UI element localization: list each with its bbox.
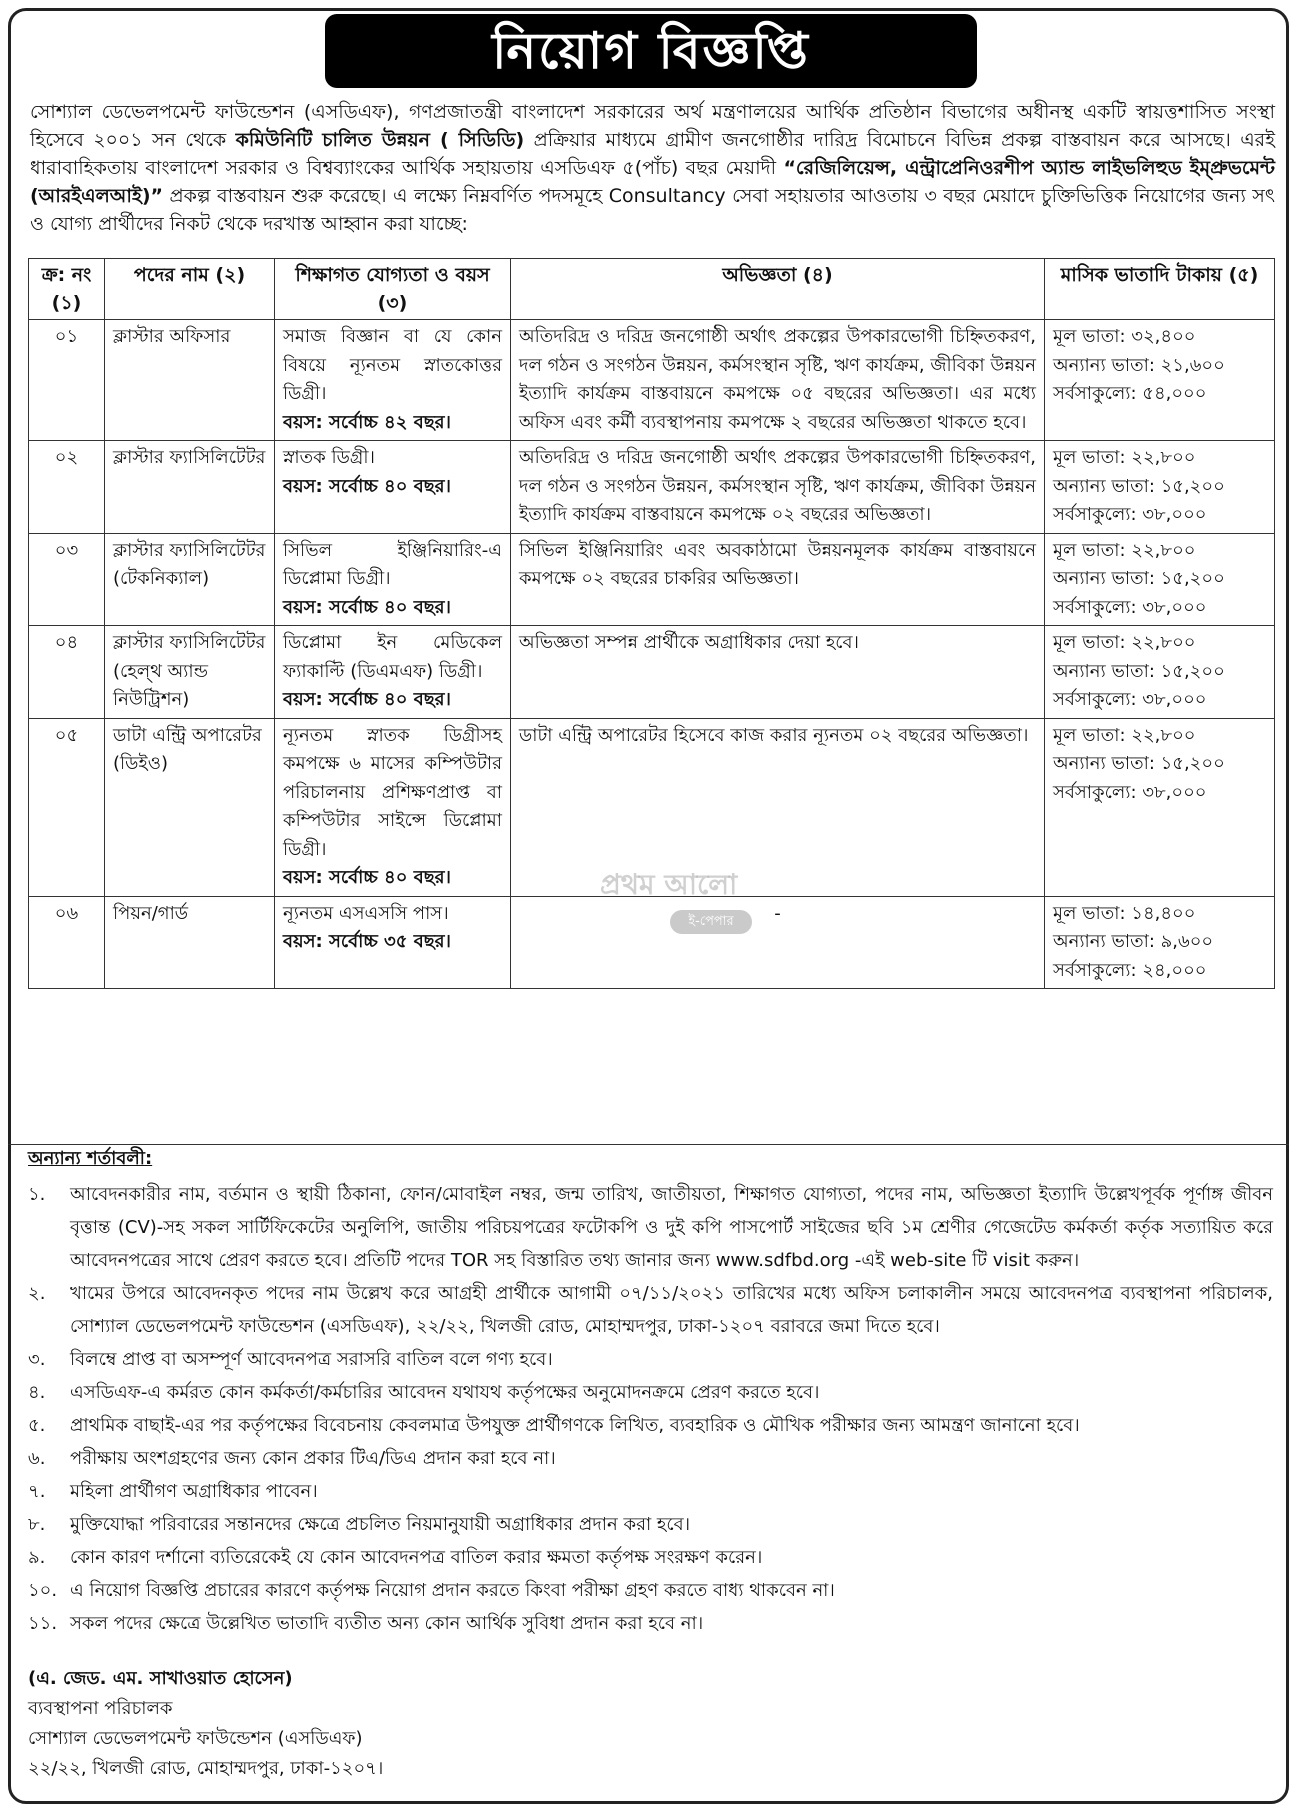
list-item [28, 1178, 1273, 1277]
terms-divider [8, 1144, 1289, 1145]
row-education [275, 320, 511, 441]
other-allowance: অন্যান্য ভাতা: ১৫,২০০ [1053, 475, 1225, 497]
age-limit: বয়স: সর্বোচ্চ ৪০ বছর। [283, 596, 451, 618]
education-text: ডিপ্লোমা ইন মেডিকেল ফ্যাকাল্টি (ডিএমএফ) ডিগ্রী। [283, 632, 502, 682]
term-number: ১০. [28, 1580, 58, 1601]
row-salary [1045, 626, 1275, 719]
table-row [29, 533, 1275, 626]
term-number: ৬. [28, 1448, 46, 1469]
age-limit: বয়স: সর্বোচ্চ ৪২ বছর। [283, 411, 451, 433]
total-salary: সর্বসাকুল্যে: ২৪,০০০ [1053, 959, 1207, 981]
notice-title: নিয়োগ বিজ্ঞপ্তি [325, 14, 977, 88]
other-allowance: অন্যান্য ভাতা: ১৫,২০০ [1053, 660, 1225, 682]
row-post-name: ক্লাস্টার অফিসার [105, 320, 275, 441]
row-serial: ০৫ [29, 718, 105, 896]
row-salary [1045, 320, 1275, 441]
row-serial: ০১ [29, 320, 105, 441]
basic-salary: মূল ভাতা: ৩২,৪০০ [1053, 326, 1196, 347]
other-allowance: অন্যান্য ভাতা: ১৫,২০০ [1053, 568, 1225, 589]
intro-text-3: প্রকল্প বাস্তবায়ন শুরু করেছে। এ লক্ষ্যে নিম্নবর্ণিত পদসমূহে Consultancy সেবা সহায়তার আওতায় ৩ বছর মেয়াদে চুক্তিভিত্তিক নিয়োগের জন্য সৎ ও যোগ্য প্রার্থীদের নিকট থেকে দরখাস্ত আহ্বান করা যাচ্ছে: [30, 185, 1276, 235]
term-number: ৭. [28, 1481, 46, 1502]
list-item [28, 1475, 1273, 1508]
term-text: কোন কারণ দর্শানো ব্যতিরেকেই যে কোন আবেদনপত্র বাতিল করার ক্ষমতা কর্তৃপক্ষ সংরক্ষণ করেন। [70, 1547, 763, 1568]
total-salary: সর্বসাকুল্যে: ৫৪,০০০ [1053, 383, 1207, 404]
row-experience: অতিদরিদ্র ও দরিদ্র জনগোষ্ঠী অর্থাৎ প্রকল্পের উপকারভোগী চিহ্নিতকরণ, দল গঠন ও সংগঠন উন্নয়ন, কর্মসংস্থান সৃষ্টি, ঋণ কার্যক্রম, জীবিকা উন্নয়ন ইত্যাদি কার্যক্রম বাস্তবায়নে কমপক্ষে ০৫ বছরের অভিজ্ঞতা। এর মধ্যে অফিস এবং কর্মী ব্যবস্থাপনায় কমপক্ষে ২ বছরের অভিজ্ঞতা থাকতে হবে। [511, 320, 1045, 441]
signatory-designation: ব্যবস্থাপনা পরিচালক [28, 1698, 173, 1719]
table-row [29, 896, 1275, 989]
header-salary: মাসিক ভাতাদি টাকায় (৫) [1045, 259, 1275, 320]
row-post-name: ক্লাস্টার ফ্যাসিলিটেটর [105, 441, 275, 534]
intro-text-1: সোশ্যাল ডেভেলপমেন্ট ফাউন্ডেশন (এসডিএফ), গণপ্রজাতন্ত্রী বাংলাদেশ সরকারের অর্থ মন্ত্রণালয়ের আর্থিক প্রতিষ্ঠান বিভাগের অধীনস্থ একটি স্বায়ত্তশাসিত সংস্থা হিসেবে ২০০১ সন থেকে [30, 101, 1275, 151]
total-salary: সর্বসাকুল্যে: ৩৮,০০০ [1053, 689, 1207, 710]
education-text: ন্যূনতম এসএসসি পাস। [283, 902, 449, 924]
term-text: আবেদনকারীর নাম, বর্তমান ও স্থায়ী ঠিকানা, ফোন/মোবাইল নম্বর, জন্ম তারিখ, জাতীয়তা, শিক্ষাগত যোগ্যতা, পদের নাম, অভিজ্ঞতা ইত্যাদি উল্লেখপূর্বক পূর্ণাঙ্গ জীবন বৃত্তান্ত (CV)-সহ সকল সার্টিফিকেটের অনুলিপি, জাতীয় পরিচয়পত্রের ফটোকপি ও দুই কপি পাসপোর্ট সাইজের ছবি ১ম শ্রেণীর গেজেটেড কর্মকর্তা কর্তৃক সত্যায়িত করে আবেদনপত্রের সাথে প্রেরণ করতে হবে। প্রতিটি পদের TOR সহ বিস্তারিত তথ্য জানার জন্য www.sdfbd.org -এই web-site টি visit করুন। [70, 1184, 1273, 1271]
terms-list [28, 1178, 1273, 1640]
term-number: ৮. [28, 1514, 46, 1535]
row-serial: ০৬ [29, 896, 105, 989]
term-text: প্রাথমিক বাছাই-এর পর কর্তৃপক্ষের বিবেচনায় কেবলমাত্র উপযুক্ত প্রার্থীগণকে লিখিত, ব্যবহারিক ও মৌখিক পরীক্ষার জন্য আমন্ত্রণ জানানো হবে। [70, 1415, 1080, 1436]
row-post-name: ক্লাস্টার ফ্যাসিলিটেটর (টেকনিক্যাল) [105, 533, 275, 626]
total-salary: সর্বসাকুল্যে: ৩৮,০০০ [1053, 504, 1207, 525]
other-allowance: অন্যান্য ভাতা: ১৫,২০০ [1053, 753, 1225, 774]
education-text: ন্যূনতম স্নাতক ডিগ্রীসহ কমপক্ষে ৬ মাসের কম্পিউটার পরিচালনায় প্রশিক্ষণপ্রাপ্ত বা কম্পিউটার সাইন্সে ডিপ্লোমা ডিগ্রী। [283, 724, 502, 860]
term-text: মহিলা প্রার্থীগণ অগ্রাধিকার পাবেন। [70, 1481, 318, 1502]
other-allowance: অন্যান্য ভাতা: ৯,৬০০ [1053, 931, 1214, 952]
term-number: ৪. [28, 1382, 46, 1403]
term-text: সকল পদের ক্ষেত্রে উল্লেখিত ভাতাদি ব্যতীত অন্য কোন আর্থিক সুবিধা প্রদান করা হবে না। [70, 1613, 704, 1634]
other-allowance: অন্যান্য ভাতা: ২১,৬০০ [1053, 354, 1225, 376]
row-salary [1045, 441, 1275, 534]
row-education [275, 441, 511, 534]
row-experience: সিভিল ইঞ্জিনিয়ারিং এবং অবকাঠামো উন্নয়নমূলক কার্যক্রম বাস্তবায়নে কমপক্ষে ০২ বছরের চাকরির অভিজ্ঞতা। [511, 533, 1045, 626]
signatory-organization: সোশ্যাল ডেভেলপমেন্ট ফাউন্ডেশন (এসডিএফ) [28, 1728, 363, 1749]
table-header-row [29, 259, 1275, 320]
signatory-name: (এ. জেড. এম. সাখাওয়াত হোসেন) [28, 1668, 293, 1689]
row-post-name: ক্লাস্টার ফ্যাসিলিটেটর (হেল্থ অ্যান্ড নিউট্রিশন) [105, 626, 275, 719]
term-number: ৩. [28, 1349, 46, 1370]
basic-salary: মূল ভাতা: ২২,৮০০ [1053, 539, 1196, 561]
table-row [29, 441, 1275, 534]
signatory-address: ২২/২২, খিলজী রোড, মোহাম্মদপুর, ঢাকা-১২০৭। [28, 1758, 384, 1779]
row-experience: ডাটা এন্ট্রি অপারেটর হিসেবে কাজ করার ন্যূনতম ০২ বছরের অভিজ্ঞতা। [511, 718, 1045, 896]
row-serial: ০৪ [29, 626, 105, 719]
intro-highlight-cdd: কমিউনিটি চালিত উন্নয়ন ( সিডিডি) [235, 129, 525, 151]
table-row [29, 626, 1275, 719]
term-number: ৯. [28, 1547, 46, 1568]
row-serial: ০২ [29, 441, 105, 534]
term-text: পরীক্ষায় অংশগ্রহণের জন্য কোন প্রকার টিএ/ডিএ প্রদান করা হবে না। [70, 1448, 556, 1469]
education-text: সিভিল ইঞ্জিনিয়ারিং-এ ডিপ্লোমা ডিগ্রী। [283, 539, 502, 589]
total-salary: সর্বসাকুল্যে: ৩৮,০০০ [1053, 781, 1207, 803]
education-text: স্নাতক ডিগ্রী। [283, 447, 375, 468]
table-row [29, 320, 1275, 441]
list-item [28, 1541, 1273, 1574]
newspaper-watermark: প্রথম আলো [600, 868, 738, 901]
term-number: ১১. [28, 1613, 58, 1634]
row-post-name: ডাটা এন্ট্রি অপারেটর (ডিইও) [105, 718, 275, 896]
intro-highlight-project: “রেজিলিয়েন্স, এন্ট্রাপ্রেনিওরশীপ অ্যান্ড লাইভলিহুড ইম্প্রুভমেন্ট (আরইএলআই)” [30, 157, 1275, 207]
term-text: মুক্তিযোদ্ধা পরিবারের সন্তানদের ক্ষেত্রে প্রচলিত নিয়মানুযায়ী অগ্রাধিকার প্রদান করা হবে। [70, 1514, 691, 1535]
age-limit: বয়স: সর্বোচ্চ ৪০ বছর। [283, 475, 451, 497]
row-salary [1045, 718, 1275, 896]
list-item [28, 1376, 1273, 1409]
row-salary [1045, 533, 1275, 626]
list-item [28, 1277, 1273, 1343]
age-limit: বয়স: সর্বোচ্চ ৪০ বছর। [283, 867, 451, 888]
list-item [28, 1607, 1273, 1640]
term-number: ২. [28, 1283, 46, 1304]
list-item [28, 1442, 1273, 1475]
age-limit: বয়স: সর্বোচ্চ ৪০ বছর। [283, 689, 451, 710]
row-education [275, 718, 511, 896]
row-experience: অভিজ্ঞতা সম্পন্ন প্রার্থীকে অগ্রাধিকার দেয়া হবে। [511, 626, 1045, 719]
basic-salary: মূল ভাতা: ২২,৮০০ [1053, 632, 1196, 653]
basic-salary: মূল ভাতা: ২২,৮০০ [1053, 724, 1196, 746]
header-post: পদের নাম (২) [105, 259, 275, 320]
row-experience: - [511, 896, 1045, 989]
row-education [275, 626, 511, 719]
basic-salary: মূল ভাতা: ২২,৮০০ [1053, 447, 1196, 468]
header-experience: অভিজ্ঞতা (৪) [511, 259, 1045, 320]
intro-text-2: প্রক্রিয়ার মাধ্যমে গ্রামীণ জনগোষ্ঠীর দারিদ্র বিমোচনে বিভিন্ন প্রকল্প বাস্তবায়ন করে আসছে। এরই ধারাবাহিকতায় বাংলাদেশ সরকার ও বিশ্বব্যাংকের আর্থিক সহায়তায় এসডিএফ ৫(পাঁচ) বছর মেয়াদী [30, 129, 1276, 179]
header-education: শিক্ষাগত যোগ্যতা ও বয়স (৩) [275, 259, 511, 320]
row-post-name: পিয়ন/গার্ড [105, 896, 275, 989]
basic-salary: মূল ভাতা: ১৪,৪০০ [1053, 902, 1196, 924]
list-item [28, 1508, 1273, 1541]
term-text: বিলম্বে প্রাপ্ত বা অসম্পূর্ণ আবেদনপত্র সরাসরি বাতিল বলে গণ্য হবে। [70, 1349, 553, 1370]
row-serial: ০৩ [29, 533, 105, 626]
term-text: এ নিয়োগ বিজ্ঞপ্তি প্রচারের কারণে কর্তৃপক্ষ নিয়োগ প্রদান করতে কিংবা পরীক্ষা গ্রহণ করতে বাধ্য থাকবেন না। [70, 1580, 835, 1601]
term-number: ১. [28, 1184, 46, 1205]
epaper-badge: ই-পেপার [670, 910, 752, 934]
list-item [28, 1343, 1273, 1376]
row-salary [1045, 896, 1275, 989]
total-salary: সর্বসাকুল্যে: ৩৮,০০০ [1053, 596, 1207, 618]
intro-paragraph [30, 98, 1275, 238]
row-experience: অতিদরিদ্র ও দরিদ্র জনগোষ্ঠী অর্থাৎ প্রকল্পের উপকারভোগী চিহ্নিতকরণ, দল গঠন ও সংগঠন উন্নয়ন, কর্মসংস্থান সৃষ্টি, ঋণ কার্যক্রম, জীবিকা উন্নয়ন ইত্যাদি কার্যক্রম বাস্তবায়নে কমপক্ষে ০২ বছরের অভিজ্ঞতা। [511, 441, 1045, 534]
signature-block [28, 1664, 383, 1784]
term-text: এসডিএফ-এ কর্মরত কোন কর্মকর্তা/কর্মচারির আবেদন যথাযথ কর্তৃপক্ষের অনুমোদনক্রমে প্রেরণ করতে হবে। [70, 1382, 820, 1403]
terms-title: অন্যান্য শর্তাবলী: [28, 1148, 153, 1169]
term-text: খামের উপরে আবেদনকৃত পদের নাম উল্লেখ করে আগ্রহী প্রার্থীকে আগামী ০৭/১১/২০২১ তারিখের মধ্যে অফিস চলাকালীন সময়ে আবেদনপত্র ব্যবস্থাপনা পরিচালক, সোশ্যাল ডেভেলপমেন্ট ফাউন্ডেশন (এসডিএফ), ২২/২২, খিলজী রোড, মোহাম্মদপুর, ঢাকা-১২০৭ বরাবরে জমা দিতে হবে। [70, 1283, 1273, 1337]
list-item [28, 1574, 1273, 1607]
age-limit: বয়স: সর্বোচ্চ ৩৫ বছর। [283, 931, 451, 952]
education-text: সমাজ বিজ্ঞান বা যে কোন বিষয়ে ন্যূনতম স্নাতকোত্তর ডিগ্রী। [283, 326, 502, 404]
term-number: ৫. [28, 1415, 46, 1436]
row-education [275, 533, 511, 626]
header-serial: ক্র: নং (১) [29, 259, 105, 320]
row-education [275, 896, 511, 989]
list-item [28, 1409, 1273, 1442]
